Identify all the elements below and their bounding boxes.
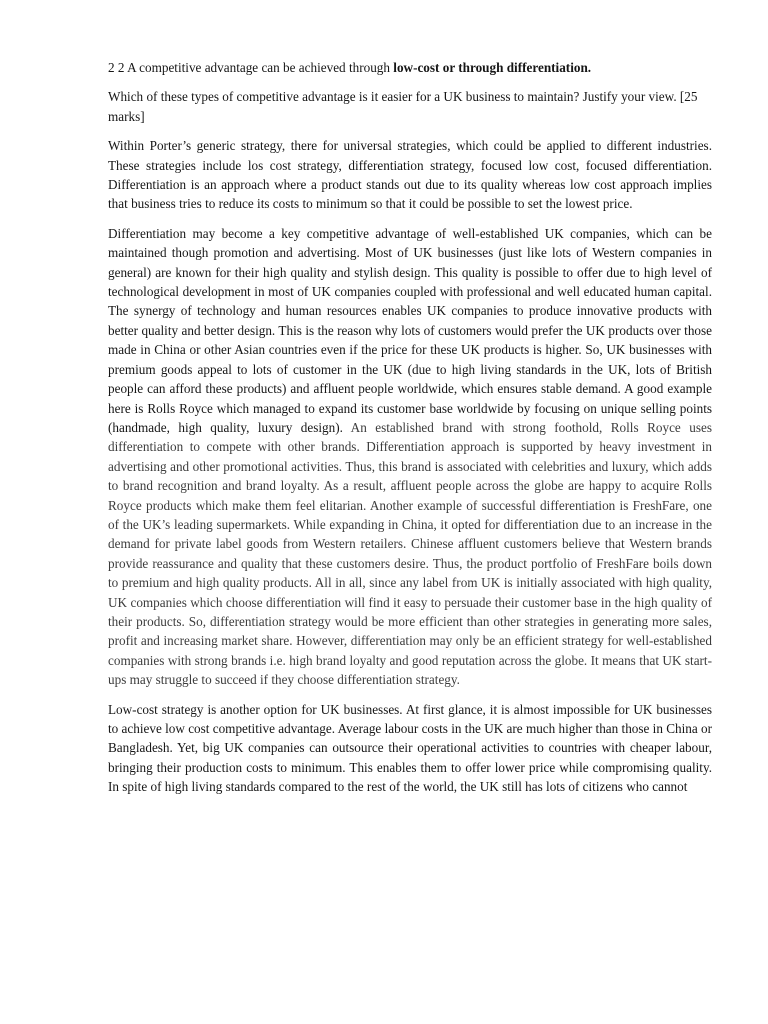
paragraph-differentiation-part-2: An established brand with strong foothold, Rolls Royce uses differentiation to compete with other brands. Differentiation approach is supported by heavy investment in advertising and other promotional activities. Thus, this brand is associated with celebrities and luxury, which adds to brand recognition and brand loyalty. As a result, affluent people across the globe are happy to acquire Rolls Royce products which make them feel elitarian. Another example of successful differentiation is FreshFare, one of the UK’s leading supermarkets. While expanding in China, it opted for differentiation due to an increase in the demand for private label goods from Western retailers. Chinese affluent customers believe that Western brands provide reassurance and quality that these customers desire. Thus, the product portfolio of FreshFare boils down to premium and high quality products. All in all, since any label from UK is initially associated with high quality, UK companies which choose differentiation will find it easy to persuade their customer base in the high quality of their products. So, differentiation strategy would be more efficient than other strategies in generating more sales, profit and increasing market share. However, differentiation may only be an efficient strategy for well-established companies with strong brands i.e. high brand loyalty and good reputation across the globe. It means that UK start-ups may struggle to succeed if they choose differentiation strategy. <box>108 419 712 688</box>
question-prompt: Which of these types of competitive advantage is it easier for a UK business to maintain? Justify your view. [25 marks] <box>108 89 698 124</box>
paragraph-porter-strategy: Within Porter’s generic strategy, there for universal strategies, which could be applied to different industries. These strategies include los cost strategy, differentiation strategy, focused low cost, focused differentiation. Differentiation is an approach where a product stands out due to its quality whereas low cost approach implies that business tries to reduce its costs to minimum so that it could be possible to set the lowest price. <box>108 138 712 212</box>
paragraph-differentiation-part-1: Differentiation may become a key competitive advantage of well-established UK companies, which can be maintained though promotion and advertising. Most of UK businesses (just like lots of Western companies in general) are known for their high quality and stylish design. This quality is possible to offer due to high level of technological development in most of UK companies coupled with professional and well educated human capital. The synergy of technology and human resources enables UK companies to produce innovative products with better quality and better design. This is the reason why lots of customers would prefer the UK products over those made in China or other Asian countries even if the price for these UK products is higher. So, UK businesses with premium goods appeal to lots of customer in the UK (due to high living standards in the UK, lots of British people can afford these products) and affluent people worldwide, which ensures stable demand. A good example here is Rolls Royce which managed to expand its customer base worldwide by focusing on unique selling points (handmade, high quality, luxury design). <box>108 225 712 435</box>
question-intro: A competitive advantage can be achieved through <box>127 60 390 75</box>
paragraph-differentiation <box>108 224 712 690</box>
paragraph-low-cost: Low-cost strategy is another option for UK businesses. At first glance, it is almost impossible for UK businesses to achieve low cost competitive advantage. Average labour costs in the UK are much higher than those in China or Bangladesh. Yet, big UK companies can outsource their operational activities to countries with cheaper labour, bringing their production costs to minimum. This enables them to offer lower price while compromising quality. In spite of high living standards compared to the rest of the world, the UK still has lots of citizens who cannot <box>108 701 712 795</box>
question-number: 2 2 <box>108 60 125 75</box>
question-heading <box>108 58 712 77</box>
question-emphasis: low-cost or through differentiation. <box>393 60 592 75</box>
document-page <box>108 58 712 807</box>
